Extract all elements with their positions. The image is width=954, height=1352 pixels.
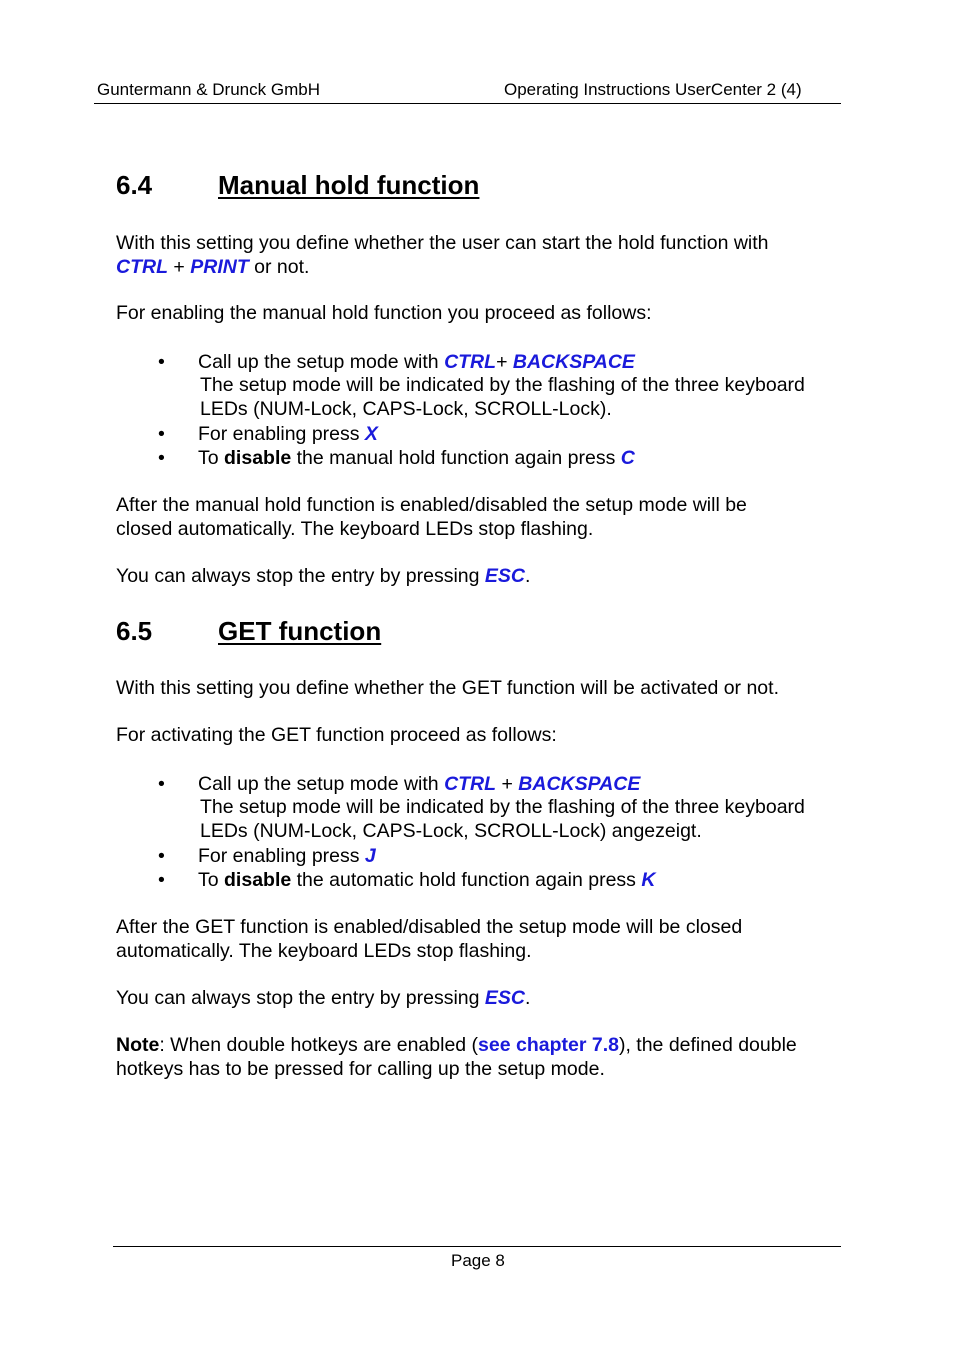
header-divider <box>94 103 841 104</box>
header-document-title: Operating Instructions UserCenter 2 (4) <box>504 80 802 99</box>
section-6-4-step-1-note: The setup mode will be indicated by the flashing of the three keyboard LEDs (NUM-Lock, CAPS-Lock, SCROLL-Lock). <box>200 374 805 420</box>
key-esc: ESC <box>484 565 526 587</box>
section-6-5-step-1-note: The setup mode will be indicated by the flashing of the three keyboard LEDs (NUM-Lock, CAPS-Lock, SCROLL-Lock) angezeigt. <box>200 796 805 842</box>
key-c: C <box>620 447 635 469</box>
key-x: X <box>364 423 378 445</box>
key-ctrl: CTRL <box>116 255 168 278</box>
section-6-5-step-3: To disable the automatic hold function again press K <box>198 869 656 891</box>
page-number: Page 8 <box>451 1251 505 1270</box>
section-6-5-note: Note: When double hotkeys are enabled (see chapter 7.8), the defined double hotkeys has to be pressed for calling up the setup mode. <box>116 1034 797 1080</box>
footer-divider <box>113 1246 841 1247</box>
header-company: Guntermann & Drunck GmbH <box>97 80 320 99</box>
section-6-4-after: After the manual hold function is enabled/disabled the setup mode will be closed automatically. The keyboard LEDs stop flashing. <box>116 494 747 540</box>
bullet-icon: • <box>158 869 165 891</box>
key-j: J <box>364 845 376 867</box>
section-6-4-lead: For enabling the manual hold function you proceed as follows: <box>116 302 652 324</box>
bullet-icon: • <box>158 447 165 469</box>
bullet-icon: • <box>158 351 165 373</box>
section-6-5-after: After the GET function is enabled/disabled the setup mode will be closed automatically. The keyboard LEDs stop flashing. <box>116 916 743 962</box>
key-k: K <box>641 869 656 891</box>
bullet-icon: • <box>158 773 165 795</box>
key-ctrl: CTRL <box>444 773 497 795</box>
key-esc: ESC <box>484 987 526 1009</box>
section-6-5-stop: You can always stop the entry by pressing ESC. <box>116 987 531 1009</box>
section-6-4-number: 6.4 <box>116 170 153 200</box>
key-print: PRINT <box>190 255 249 278</box>
chapter-link[interactable]: see chapter 7.8 <box>478 1034 619 1056</box>
section-6-5-number: 6.5 <box>116 616 153 646</box>
section-6-4-intro: With this setting you define whether the user can start the hold function with CTRL + PRINT or not. <box>116 232 769 278</box>
section-6-4-title: Manual hold function <box>218 170 480 200</box>
section-6-4-step-1: Call up the setup mode with CTRL+ BACKSPACE <box>198 351 635 373</box>
section-6-5-lead: For activating the GET function proceed as follows: <box>116 724 557 746</box>
key-backspace: BACKSPACE <box>518 773 641 795</box>
section-6-5-step-2: For enabling press J <box>198 845 376 867</box>
section-6-4-step-3: To disable the manual hold function again press C <box>198 447 635 469</box>
bullet-icon: • <box>158 423 165 445</box>
section-6-4-stop: You can always stop the entry by pressing ESC. <box>116 565 531 587</box>
key-ctrl: CTRL <box>444 351 497 373</box>
section-6-5-intro: With this setting you define whether the GET function will be activated or not. <box>116 677 779 699</box>
section-6-5-step-1: Call up the setup mode with CTRL + BACKSPACE <box>198 773 641 795</box>
section-6-5-title: GET function <box>218 616 382 646</box>
bullet-icon: • <box>158 845 165 867</box>
key-backspace: BACKSPACE <box>512 351 635 373</box>
note-label: Note <box>116 1034 160 1056</box>
section-6-4-step-2: For enabling press X <box>198 423 378 445</box>
